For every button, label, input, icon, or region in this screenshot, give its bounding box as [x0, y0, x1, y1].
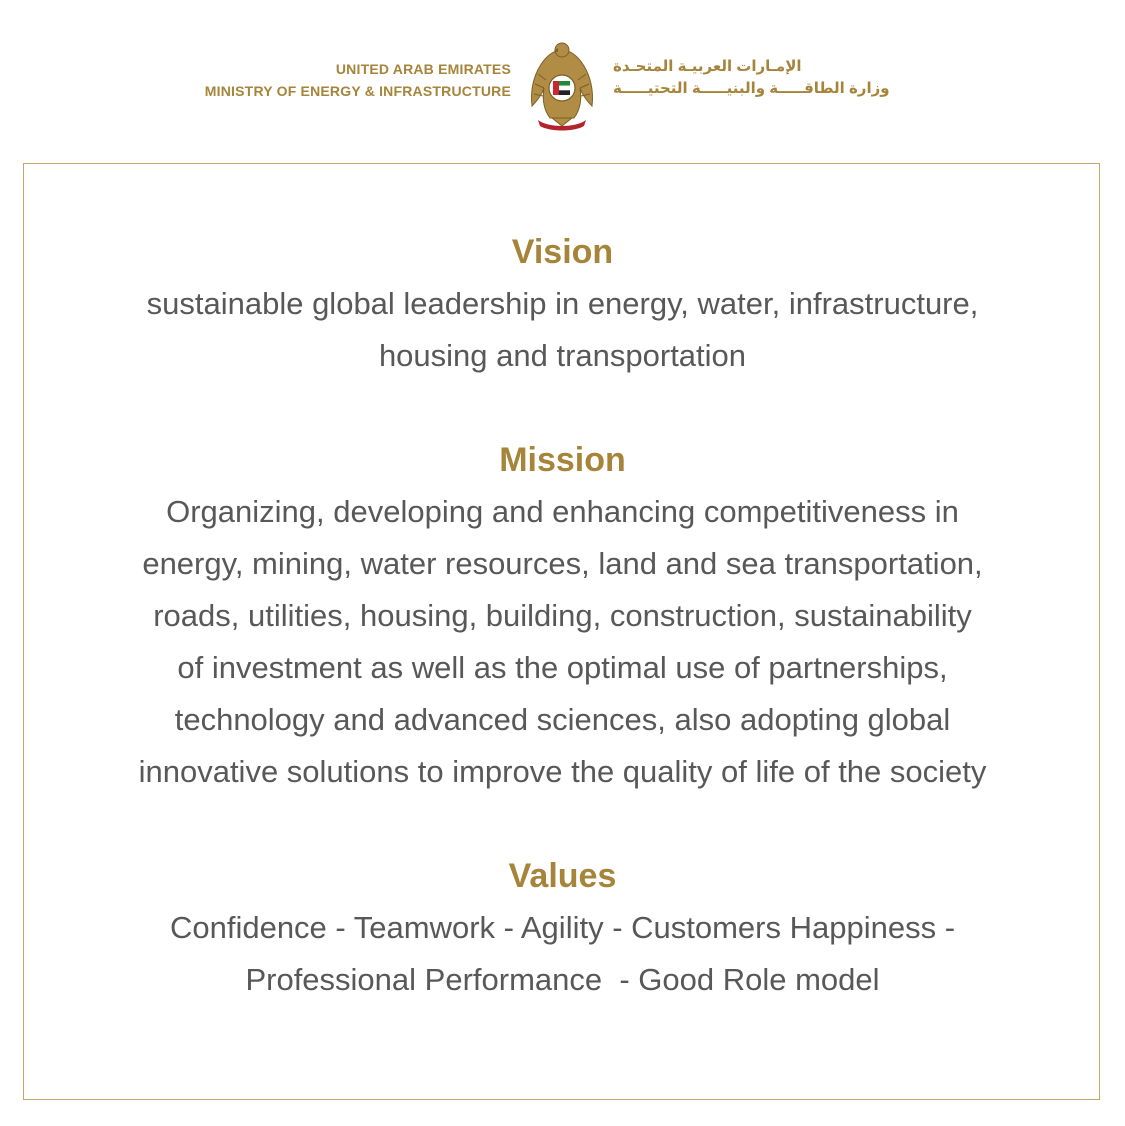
country-name-english: UNITED ARAB EMIRATES: [335, 61, 511, 77]
mission-text: [24, 486, 1101, 798]
values-heading: Values: [508, 857, 617, 895]
vision-line: housing and transportation: [378, 338, 747, 373]
ministry-header: [0, 38, 1125, 138]
uae-falcon-emblem-icon: [524, 40, 600, 132]
mission-line: Organizing, developing and enhancing competitiveness in: [166, 494, 959, 529]
mission-heading: Mission: [499, 441, 626, 479]
ministry-name-arabic: [613, 56, 890, 100]
ministry-title-english: MINISTRY OF ENERGY & INFRASTRUCTURE: [204, 83, 511, 99]
vision-text: [24, 278, 1101, 382]
mission-line: innovative solutions to improve the quality of life of the society: [138, 754, 987, 789]
mission-line: of investment as well as the optimal use of partnerships,: [177, 650, 948, 685]
ministry-title-arabic: وزارة الطاقـــــة والبنيـــــة التحتيـــــة: [613, 80, 890, 97]
ministry-name-english: [205, 58, 511, 102]
values-text: [24, 902, 1101, 1006]
mission-section: [24, 434, 1101, 798]
values-line: Professional Performance - Good Role model: [245, 962, 880, 997]
mission-line: roads, utilities, housing, building, construction, sustainability: [153, 598, 972, 633]
country-name-arabic: الإمـارات العربيـة المتحـدة: [613, 58, 802, 75]
mission-line: energy, mining, water resources, land and sea transportation,: [142, 546, 983, 581]
vision-section: [24, 226, 1101, 382]
values-line: Confidence - Teamwork - Agility - Customers Happiness -: [169, 910, 956, 945]
values-section: [24, 850, 1101, 1006]
vision-line: sustainable global leadership in energy, water, infrastructure,: [146, 286, 979, 321]
content-frame: [23, 163, 1100, 1100]
mission-line: technology and advanced sciences, also adopting global: [174, 702, 951, 737]
vision-heading: Vision: [511, 233, 614, 271]
